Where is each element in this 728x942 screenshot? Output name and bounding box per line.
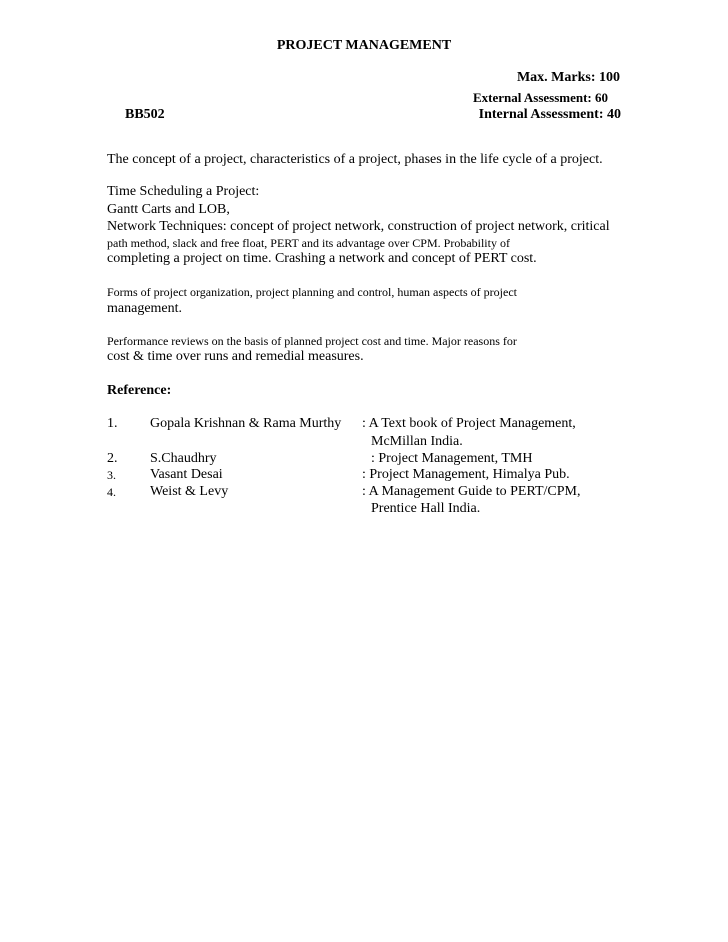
- reference-title-continued: McMillan India.: [371, 434, 463, 449]
- course-code: BB502: [125, 107, 165, 122]
- reference-author: Gopala Krishnan & Rama Murthy: [150, 416, 342, 431]
- reference-number: 2.: [107, 451, 118, 466]
- reference-author: Weist & Levy: [150, 484, 229, 499]
- reference-number: 3.: [107, 468, 116, 482]
- page-title: PROJECT MANAGEMENT: [276, 38, 452, 53]
- paragraph-performance-reviews: Performance reviews on the basis of planned project cost and time. Major reasons for: [107, 334, 517, 348]
- reference-title: : Project Management, Himalya Pub.: [362, 467, 570, 482]
- reference-number: 4.: [107, 485, 116, 499]
- paragraph-gantt: Gantt Carts and LOB,: [107, 202, 230, 217]
- reference-author: Vasant Desai: [150, 467, 223, 482]
- reference-title: : Project Management, TMH: [371, 451, 533, 466]
- paragraph-performance-reviews-end: cost & time over runs and remedial measures.: [107, 349, 364, 364]
- paragraph-project-concept: The concept of a project, characteristics of a project, phases in the life cycle of a project.: [107, 152, 603, 167]
- paragraph-forms-of-organization-end: management.: [107, 301, 183, 316]
- internal-assessment: Internal Assessment: 40: [478, 107, 621, 122]
- paragraph-network-techniques-cont: path method, slack and free float, PERT and its advantage over CPM. Probability of: [107, 236, 510, 250]
- paragraph-time-scheduling-heading: Time Scheduling a Project:: [107, 184, 260, 199]
- reference-title: : A Management Guide to PERT/CPM,: [362, 484, 581, 499]
- reference-title: : A Text book of Project Management,: [362, 416, 576, 431]
- max-marks: Max. Marks: 100: [516, 70, 620, 85]
- reference-number: 1.: [107, 416, 118, 431]
- paragraph-forms-of-organization: Forms of project organization, project planning and control, human aspects of project: [107, 285, 517, 299]
- external-assessment: External Assessment: 60: [472, 90, 608, 105]
- paragraph-network-techniques-end: completing a project on time. Crashing a network and concept of PERT cost.: [107, 251, 537, 266]
- reference-title-continued: Prentice Hall India.: [371, 501, 481, 516]
- paragraph-network-techniques: Network Techniques: concept of project network, construction of project network, critical: [107, 219, 610, 234]
- reference-heading: Reference:: [107, 383, 172, 398]
- reference-author: S.Chaudhry: [150, 451, 217, 466]
